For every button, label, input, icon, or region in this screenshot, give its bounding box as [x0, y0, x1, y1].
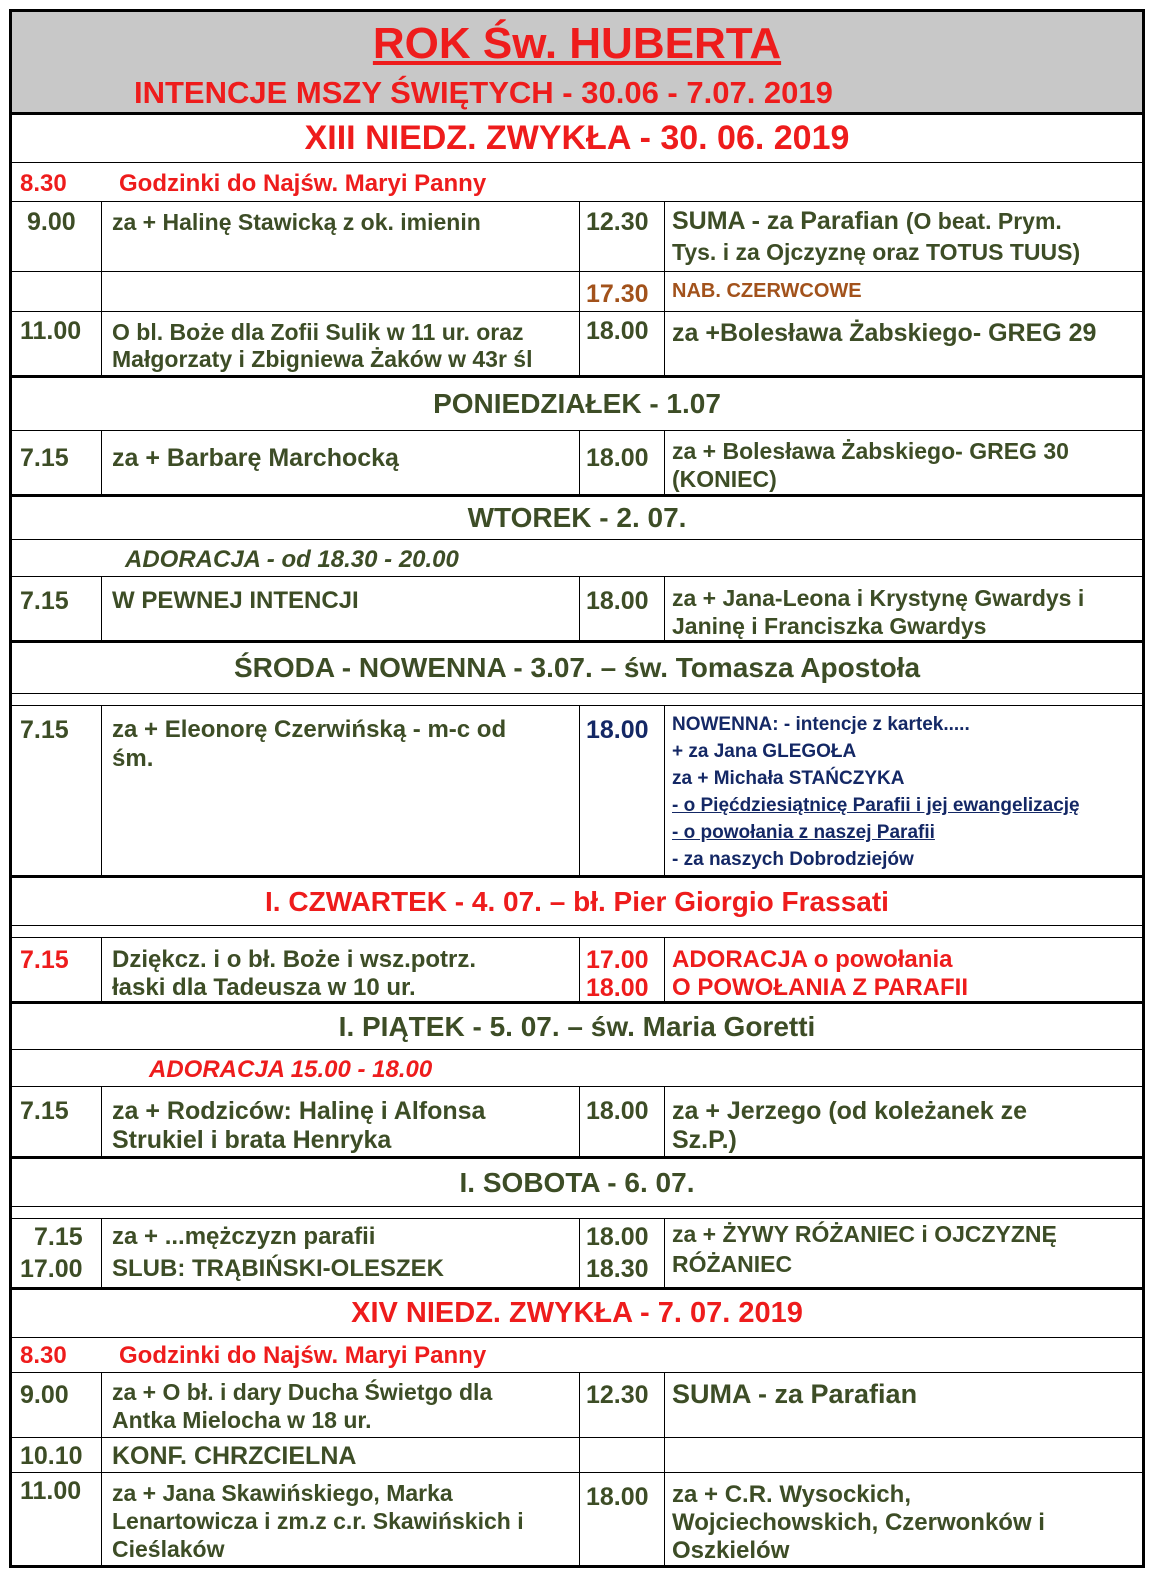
- intention-cell: SUMA - za Parafian (O beat. Prym.: [672, 207, 1062, 235]
- mass-intentions-sheet: [9, 9, 1145, 1568]
- intention-cell: śm.: [112, 745, 154, 772]
- tue-adoration-row: [12, 539, 1142, 576]
- table-row: [12, 1086, 1142, 1156]
- intention-cell: Cieślaków: [112, 1536, 225, 1562]
- day-heading-friday: I. PIĄTEK - 5. 07. – św. Maria Goretti: [12, 1001, 1142, 1049]
- novena-line: - za naszych Dobrodziejów: [672, 849, 914, 870]
- day-heading-saturday: I. SOBOTA - 6. 07.: [12, 1156, 1142, 1206]
- novena-line: za + Michała STAŃCZYKA: [672, 768, 905, 789]
- time-cell: 18.00: [586, 974, 649, 1002]
- intention-cell: za +Bolesława Żabskiego- GREG 29: [672, 319, 1097, 347]
- time-cell: 18.00: [586, 587, 649, 615]
- intention-cell: za + Jerzego (od koleżanek ze: [672, 1097, 1027, 1125]
- time-cell: 18.00: [586, 317, 649, 345]
- intention-cell: O bl. Boże dla Zofii Sulik w 11 ur. oraz: [112, 319, 524, 345]
- time-cell: 7.15: [34, 1223, 83, 1251]
- intention-cell: NAB. CZERWCOWE: [672, 280, 862, 302]
- day-heading-thursday: I. CZWARTEK - 4. 07. – bł. Pier Giorgio Frassati: [12, 875, 1142, 925]
- day-heading-tuesday: WTOREK - 2. 07.: [12, 494, 1142, 539]
- time-cell: 12.30: [586, 208, 649, 236]
- intention-cell: Godzinki do Najśw. Maryi Panny: [119, 1342, 487, 1369]
- intention-cell: Strukiel i brata Henryka: [112, 1126, 392, 1154]
- table-row: [12, 576, 1142, 640]
- intention-cell: KONF. CHRZCIELNA: [112, 1442, 357, 1470]
- time-cell: 18.00: [586, 1223, 649, 1251]
- time-cell: 7.15: [20, 946, 69, 974]
- day-heading-monday: PONIEDZIAŁEK - 1.07: [12, 375, 1142, 430]
- intention-cell: W PEWNEJ INTENCJI: [112, 587, 359, 614]
- table-row: [12, 705, 1142, 875]
- intention-cell: Antka Mielocha w 18 ur.: [112, 1407, 372, 1433]
- intention-cell: Godzinki do Najśw. Maryi Panny: [119, 170, 487, 197]
- intention-cell: za + Halinę Stawicką z ok. imienin: [112, 209, 481, 235]
- intention-cell: za + ...mężczyzn parafii: [112, 1223, 376, 1250]
- time-cell: 17.30: [586, 280, 649, 308]
- time-cell: 11.00: [20, 1477, 82, 1505]
- table-row: [12, 1472, 1142, 1565]
- intention-cell: SUMA - za Parafian: [672, 1379, 918, 1409]
- intention-cell: za + Rodziców: Halinę i Alfonsa: [112, 1097, 486, 1125]
- spacer-row: [12, 693, 1142, 705]
- spacer-row: [12, 1206, 1142, 1218]
- time-cell: 18.00: [586, 716, 649, 744]
- intention-cell: SLUB: TRĄBIŃSKI-OLESZEK: [112, 1255, 444, 1282]
- intention-cell: O POWOŁANIA Z PARAFII: [672, 974, 968, 1001]
- intention-cell: łaski dla Tadeusza w 10 ur.: [112, 974, 416, 1001]
- sun1-godzinki-row: [12, 162, 1142, 201]
- intention-cell: RÓŻANIEC: [672, 1251, 793, 1277]
- header-banner: [12, 12, 1142, 112]
- time-cell: 8.30: [20, 170, 67, 197]
- time-cell: 7.15: [20, 716, 69, 744]
- intention-cell: Dziękcz. i o bł. Boże i wsz.potrz.: [112, 946, 477, 973]
- intention-cell: za + Jana-Leona i Krystynę Gwardys i: [672, 585, 1085, 611]
- novena-line: NOWENNA: - intencje z kartek.....: [672, 714, 970, 735]
- table-row: [12, 430, 1142, 494]
- day-heading-sunday-2: XIV NIEDZ. ZWYKŁA - 7. 07. 2019: [12, 1287, 1142, 1337]
- time-cell: 18.00: [586, 444, 649, 472]
- time-cell: 9.00: [27, 208, 76, 236]
- intention-cell: (KONIEC): [672, 466, 777, 492]
- intention-cell: Janinę i Franciszka Gwardys: [672, 613, 987, 639]
- table-row: [12, 311, 1142, 375]
- intention-cell: za + Barbarę Marchocką: [112, 444, 399, 472]
- time-cell: 9.00: [20, 1381, 69, 1409]
- table-row: [12, 1372, 1142, 1437]
- intention-cell: za + C.R. Wysockich,: [672, 1481, 911, 1508]
- time-cell: 18.00: [586, 1097, 649, 1125]
- intention-cell: za + Bolesława Żabskiego- GREG 30: [672, 438, 1069, 464]
- adoration-note: ADORACJA 15.00 - 18.00: [149, 1056, 433, 1083]
- intention-cell: ADORACJA o powołania: [672, 946, 953, 973]
- time-cell: 12.30: [586, 1381, 649, 1409]
- intention-cell: Oszkielów: [672, 1537, 790, 1564]
- intention-cell: za + Jana Skawińskiego, Marka: [112, 1480, 453, 1506]
- intention-cell: Małgorzaty i Zbigniewa Żaków w 43r śl: [112, 346, 533, 372]
- time-cell: 8.30: [20, 1342, 67, 1369]
- spacer-row: [12, 925, 1142, 937]
- intention-cell: Sz.P.): [672, 1126, 737, 1154]
- intention-cell: Wojciechowskich, Czerwonków i: [672, 1509, 1045, 1536]
- intention-cell: za + ŻYWY RÓŻANIEC i OJCZYZNĘ: [672, 1221, 1057, 1247]
- time-cell: 7.15: [20, 444, 69, 472]
- novena-line: - o powołania z naszej Parafii: [672, 822, 935, 843]
- page-subtitle: INTENCJE MSZY ŚWIĘTYCH - 30.06 - 7.07. 2019: [134, 75, 833, 110]
- time-cell: 11.00: [20, 317, 82, 345]
- fri-adoration-row: [12, 1049, 1142, 1086]
- table-row: [12, 201, 1142, 271]
- time-cell: 10.10: [20, 1442, 83, 1470]
- day-heading-wednesday: ŚRODA - NOWENNA - 3.07. – św. Tomasza Apostoła: [12, 640, 1142, 693]
- table-row: [12, 1437, 1142, 1472]
- time-cell: 18.00: [586, 1483, 649, 1511]
- table-row: [12, 271, 1142, 311]
- table-row: [12, 1218, 1142, 1287]
- intention-cell: za + Eleonorę Czerwińską - m-c od: [112, 716, 507, 743]
- adoration-note: ADORACJA - od 18.30 - 20.00: [125, 546, 459, 573]
- day-heading-sunday-1: XIII NIEDZ. ZWYKŁA - 30. 06. 2019: [12, 112, 1142, 162]
- table-row: [12, 937, 1142, 1001]
- intention-cell: Lenartowicza i zm.z c.r. Skawińskich i: [112, 1508, 524, 1534]
- sun2-godzinki-row: [12, 1337, 1142, 1372]
- time-cell: 7.15: [20, 587, 69, 615]
- novena-line: + za Jana GLEGOŁA: [672, 741, 857, 762]
- time-cell: 18.30: [586, 1255, 649, 1283]
- time-cell: 17.00: [20, 1255, 83, 1283]
- novena-list: [672, 711, 1080, 873]
- time-cell: 17.00: [586, 946, 649, 974]
- time-cell: 7.15: [20, 1097, 69, 1125]
- page-title: ROK Św. HUBERTA: [372, 19, 782, 68]
- intention-cell: za + O bł. i dary Ducha Świetgo dla: [112, 1379, 493, 1405]
- novena-line: - o Pięćdziesiątnicę Parafii i jej ewangelizację: [672, 795, 1080, 816]
- intention-cell: Tys. i za Ojczyznę oraz TOTUS TUUS): [672, 239, 1081, 265]
